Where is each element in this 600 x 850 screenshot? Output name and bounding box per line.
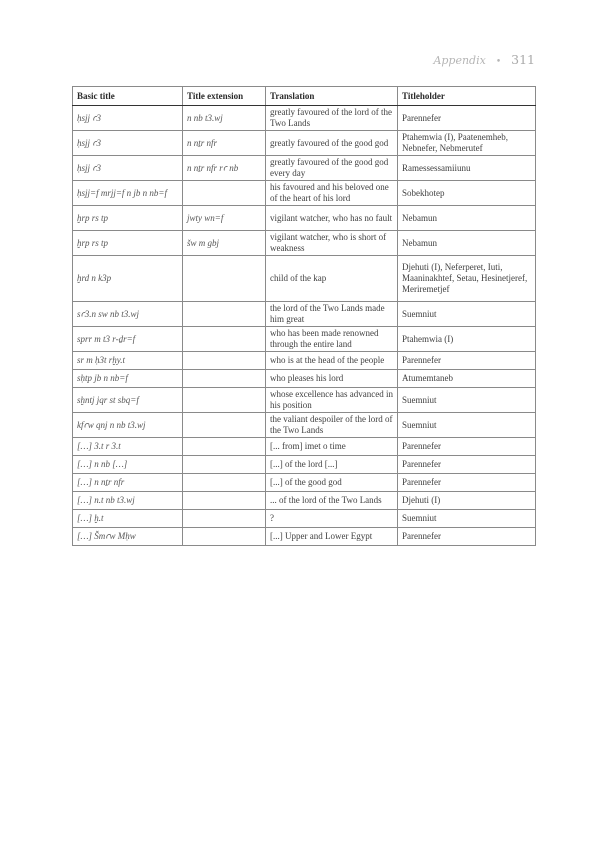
cell-basic-title: kfꜥw qnj n nb t3.wj (73, 413, 183, 438)
cell-translation: who is at the head of the people (266, 352, 398, 370)
cell-title-extension (183, 456, 266, 474)
cell-basic-title: ḥsjj ꜥ3 (73, 131, 183, 156)
cell-title-extension (183, 302, 266, 327)
cell-titleholder: Parennefer (398, 528, 536, 546)
cell-title-extension: n nb t3.wj (183, 106, 266, 131)
cell-titleholder: Suemniut (398, 302, 536, 327)
cell-basic-title: ḫrp rs tp (73, 206, 183, 231)
cell-basic-title: ḥsjj=f mrjj=f n jb n nb=f (73, 181, 183, 206)
table-row (73, 352, 536, 370)
cell-title-extension: jwty wn=f (183, 206, 266, 231)
cell-titleholder: Suemniut (398, 510, 536, 528)
cell-basic-title: ḫrp rs tp (73, 231, 183, 256)
cell-translation: [... from] imet o time (266, 438, 398, 456)
cell-basic-title: sꜥ3.n sw nb t3.wj (73, 302, 183, 327)
cell-title-extension (183, 388, 266, 413)
cell-translation: vigilant watcher, who is short of weakness (266, 231, 398, 256)
cell-title-extension (183, 327, 266, 352)
cell-basic-title: […] 3.t r 3.t (73, 438, 183, 456)
cell-basic-title: […] n nṯr nfr (73, 474, 183, 492)
cell-basic-title: sḥtp jb n nb=f (73, 370, 183, 388)
cell-titleholder: Atumemtaneb (398, 370, 536, 388)
table-row (73, 474, 536, 492)
cell-title-extension (183, 438, 266, 456)
cell-translation: the lord of the Two Lands made him great (266, 302, 398, 327)
cell-title-extension (183, 370, 266, 388)
cell-basic-title: ḫrd n k3p (73, 256, 183, 302)
table-row (73, 413, 536, 438)
running-head-section: Appendix (433, 54, 486, 67)
header-title-extension: Title extension (183, 87, 266, 106)
cell-titleholder: Djehuti (I), Neferperet, Iuti, Maaninakhtef, Setau, Hesinetjeref, Meriremetjef (398, 256, 536, 302)
running-head (433, 52, 535, 67)
cell-translation: [...] of the lord [...] (266, 456, 398, 474)
table-row (73, 181, 536, 206)
table-row (73, 492, 536, 510)
cell-titleholder: Parennefer (398, 352, 536, 370)
table-row (73, 256, 536, 302)
cell-translation: whose excellence has advanced in his position (266, 388, 398, 413)
cell-basic-title: ḥsjj ꜥ3 (73, 156, 183, 181)
cell-titleholder: Suemniut (398, 388, 536, 413)
cell-titleholder: Sobekhotep (398, 181, 536, 206)
cell-basic-title: sprr m t3 r-ḏr=f (73, 327, 183, 352)
cell-translation: [...] of the good god (266, 474, 398, 492)
cell-titleholder: Ramessessamiiunu (398, 156, 536, 181)
table-row (73, 510, 536, 528)
cell-basic-title: […] n nb […] (73, 456, 183, 474)
cell-translation: his favoured and his beloved one of the heart of his lord (266, 181, 398, 206)
header-translation: Translation (266, 87, 398, 106)
cell-translation: who pleases his lord (266, 370, 398, 388)
cell-title-extension: n nṯr nfr rꜥ nb (183, 156, 266, 181)
table-row (73, 131, 536, 156)
cell-basic-title: sr m ḥ3t rḫy.t (73, 352, 183, 370)
table-row (73, 231, 536, 256)
cell-title-extension (183, 510, 266, 528)
cell-translation: the valiant despoiler of the lord of the Two Lands (266, 413, 398, 438)
cell-title-extension (183, 256, 266, 302)
titles-table (72, 86, 536, 546)
cell-titleholder: Parennefer (398, 438, 536, 456)
cell-titleholder: Parennefer (398, 106, 536, 131)
table-row (73, 106, 536, 131)
cell-title-extension (183, 474, 266, 492)
cell-title-extension (183, 413, 266, 438)
table-row (73, 302, 536, 327)
page-number: 311 (511, 52, 535, 67)
table-row (73, 370, 536, 388)
cell-translation: greatly favoured of the lord of the Two Lands (266, 106, 398, 131)
cell-title-extension (183, 492, 266, 510)
cell-translation: vigilant watcher, who has no fault (266, 206, 398, 231)
table-row (73, 206, 536, 231)
cell-translation: greatly favoured of the good god (266, 131, 398, 156)
cell-translation: child of the kap (266, 256, 398, 302)
header-basic-title: Basic title (73, 87, 183, 106)
cell-title-extension: n nṯr nfr (183, 131, 266, 156)
running-head-separator: • (495, 57, 502, 67)
table-row (73, 456, 536, 474)
cell-titleholder: Parennefer (398, 474, 536, 492)
table-row (73, 388, 536, 413)
cell-translation: ... of the lord of the Two Lands (266, 492, 398, 510)
cell-translation: [...] Upper and Lower Egypt (266, 528, 398, 546)
cell-titleholder: Ptahemwia (I), Paatenemheb, Nebnefer, Nebmerutef (398, 131, 536, 156)
table-row (73, 528, 536, 546)
cell-titleholder: Djehuti (I) (398, 492, 536, 510)
table-row (73, 438, 536, 456)
table-row (73, 156, 536, 181)
cell-translation: who has been made renowned through the entire land (266, 327, 398, 352)
cell-title-extension (183, 528, 266, 546)
cell-titleholder: Nebamun (398, 231, 536, 256)
table-row (73, 327, 536, 352)
cell-title-extension (183, 352, 266, 370)
cell-titleholder: Nebamun (398, 206, 536, 231)
table-header-row (73, 87, 536, 106)
cell-titleholder: Ptahemwia (I) (398, 327, 536, 352)
header-titleholder: Titleholder (398, 87, 536, 106)
cell-translation: ? (266, 510, 398, 528)
cell-titleholder: Suemniut (398, 413, 536, 438)
cell-translation: greatly favoured of the good god every day (266, 156, 398, 181)
cell-basic-title: […] Šmꜥw Mḥw (73, 528, 183, 546)
cell-basic-title: […] ḫ.t (73, 510, 183, 528)
cell-basic-title: ḥsjj ꜥ3 (73, 106, 183, 131)
cell-title-extension: šw m gbj (183, 231, 266, 256)
cell-titleholder: Parennefer (398, 456, 536, 474)
cell-title-extension (183, 181, 266, 206)
cell-basic-title: […] n.t nb t3.wj (73, 492, 183, 510)
cell-basic-title: sḫntj jqr st sbq=f (73, 388, 183, 413)
